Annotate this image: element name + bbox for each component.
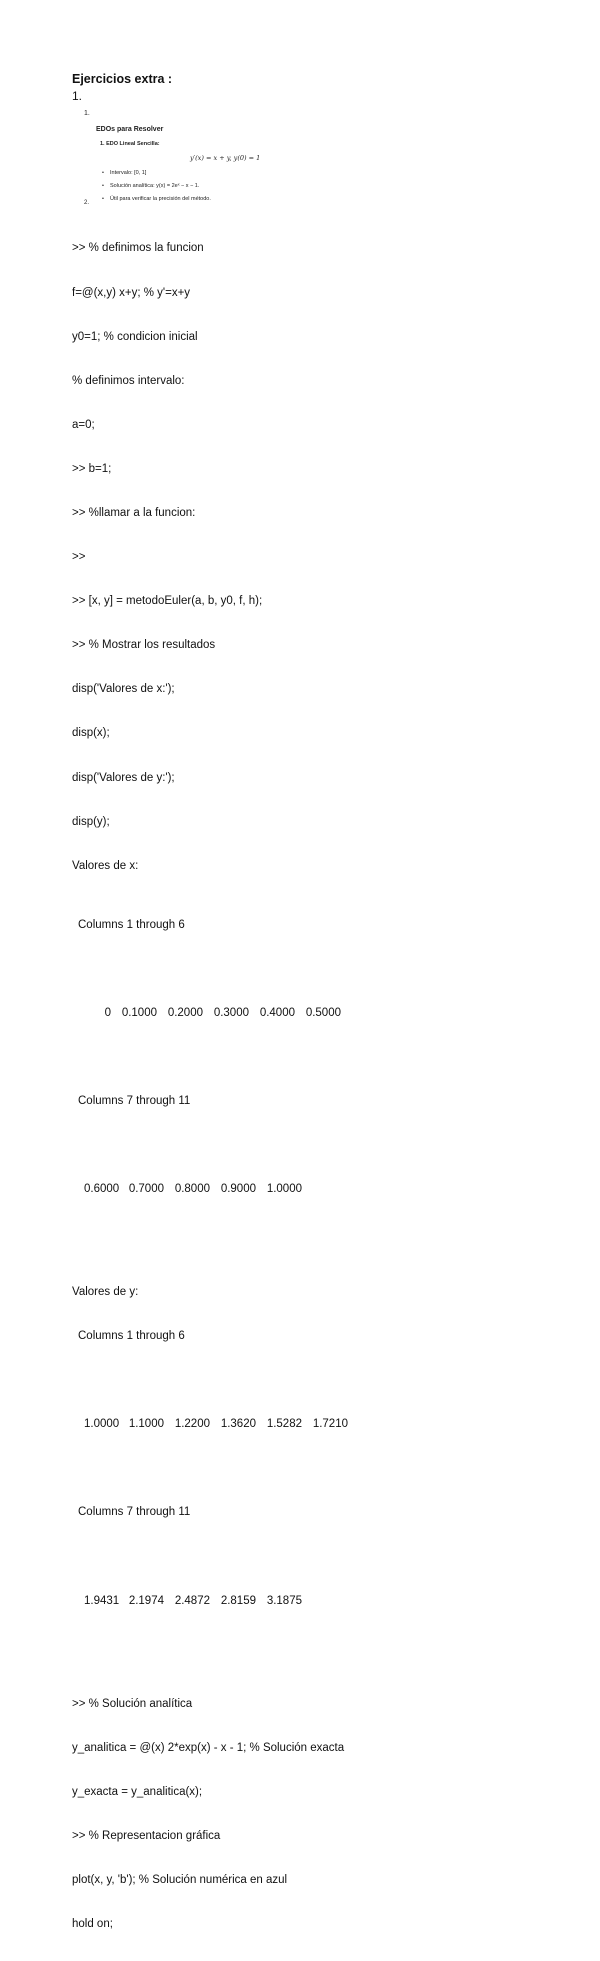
- output-value: 2.4872: [174, 1594, 210, 1607]
- embed-subtitle: 1. EDO Lineal Sencilla:: [100, 141, 160, 147]
- output-label-y: Valores de y:: [72, 1285, 139, 1298]
- code-line: disp('Valores de y:');: [72, 771, 175, 784]
- embed-title: EDOs para Resolver: [96, 126, 164, 133]
- output-value: 0.6000: [84, 1183, 120, 1196]
- code-line: >> b=1;: [72, 462, 112, 475]
- output-value: 1.3620: [220, 1418, 256, 1431]
- output-value: 1.2200: [174, 1418, 210, 1431]
- output-row: [72, 1594, 572, 1609]
- code-line: a=0;: [72, 418, 95, 431]
- output-value: 0.7000: [128, 1183, 164, 1196]
- output-label-x: Valores de x:: [72, 859, 139, 872]
- code-line: disp(x);: [72, 727, 110, 740]
- output-value: 1.9431: [84, 1594, 120, 1607]
- output-value: 1.1000: [128, 1418, 164, 1431]
- output-value: 0.4000: [259, 1006, 295, 1019]
- embed-next-number: 2.: [84, 200, 90, 206]
- embed-bullet: • Útil para verificar la precisión del método.: [110, 196, 211, 202]
- output-value: 3.1875: [266, 1594, 302, 1607]
- code-line: >> % Mostrar los resultados: [72, 639, 216, 652]
- output-value: 0.5000: [305, 1006, 341, 1019]
- embed-number: 1.: [84, 110, 90, 117]
- output-row: [72, 1182, 572, 1197]
- code-line: hold on;: [72, 1917, 113, 1930]
- section-heading: Ejercicios extra :: [72, 72, 173, 86]
- code-line: f=@(x,y) x+y; % y'=x+y: [72, 286, 191, 299]
- output-value: 1.0000: [266, 1183, 302, 1196]
- code-line: >> % definimos la funcion: [72, 242, 204, 255]
- code-line: y_analitica = @(x) 2*exp(x) - x - 1; % Solución exacta: [72, 1741, 345, 1754]
- code-line: y_exacta = y_analitica(x);: [72, 1785, 203, 1798]
- output-row: [72, 1417, 572, 1432]
- code-line: y0=1; % condicion inicial: [72, 330, 198, 343]
- columns-header: Columns 1 through 6: [78, 1330, 185, 1343]
- code-line: >>: [72, 551, 86, 564]
- code-line: % definimos intervalo:: [72, 374, 185, 387]
- code-line: >> % Representacion gráfica: [72, 1829, 221, 1842]
- code-line: plot(x, y, 'b'); % Solución numérica en azul: [72, 1873, 288, 1886]
- output-value: 0.3000: [213, 1006, 249, 1019]
- embed-equation: y′(x) = x + y, y(0) = 1: [190, 154, 261, 162]
- columns-header: Columns 1 through 6: [78, 918, 185, 931]
- columns-header: Columns 7 through 11: [78, 1506, 191, 1519]
- code-line: >> % Solución analítica: [72, 1697, 193, 1710]
- output-value: 0.9000: [220, 1183, 256, 1196]
- code-listing: [72, 212, 572, 1961]
- output-value: 1.7210: [312, 1418, 348, 1431]
- code-line: disp(y);: [72, 815, 110, 828]
- columns-header: Columns 7 through 11: [78, 1094, 191, 1107]
- embedded-screenshot: [80, 106, 310, 208]
- code-line: >> %llamar a la funcion:: [72, 506, 196, 519]
- output-value: 2.8159: [220, 1594, 256, 1607]
- item-number: 1.: [72, 89, 83, 103]
- embed-bullet: • Solución analítica: y(x) = 2eˣ − x − 1.: [110, 183, 199, 189]
- output-value: 0: [104, 1006, 111, 1019]
- output-value: 0.1000: [121, 1006, 157, 1019]
- output-value: 0.2000: [167, 1006, 203, 1019]
- output-value: 0.8000: [174, 1183, 210, 1196]
- output-row: [72, 1006, 572, 1021]
- code-line: disp('Valores de x:');: [72, 683, 175, 696]
- output-value: 2.1974: [128, 1594, 164, 1607]
- code-line: >> [x, y] = metodoEuler(a, b, y0, f, h);: [72, 595, 263, 608]
- output-value: 1.5282: [266, 1418, 302, 1431]
- embed-bullet: • Intervalo: [0, 1]: [110, 170, 146, 176]
- output-value: 1.0000: [84, 1418, 120, 1431]
